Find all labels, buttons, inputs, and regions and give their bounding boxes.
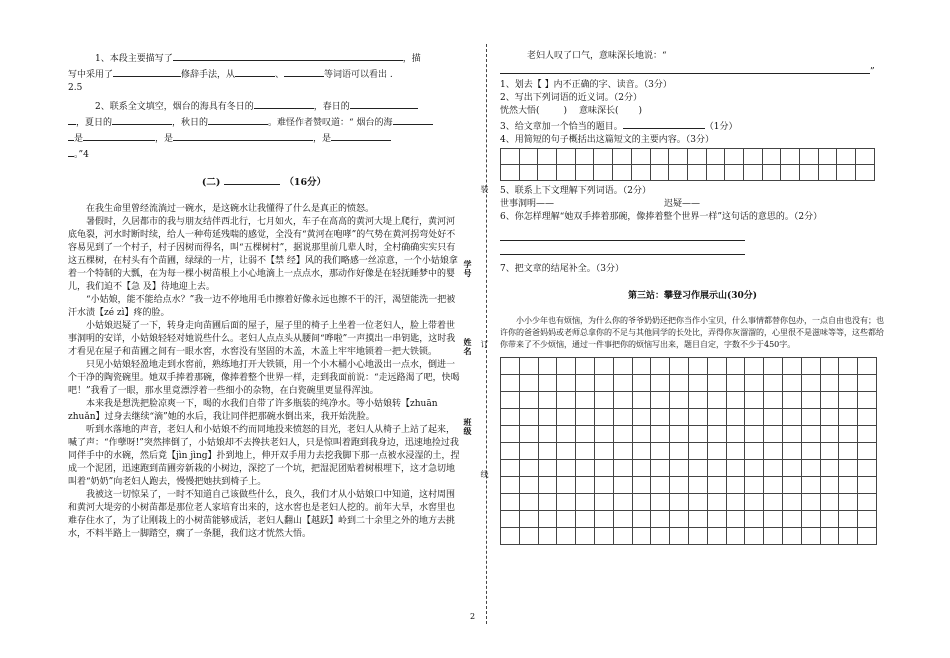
essay-grid-cell[interactable]: [576, 358, 595, 375]
essay-grid-cell[interactable]: [651, 375, 670, 392]
essay-grid-cell[interactable]: [820, 375, 839, 392]
title-blank[interactable]: [224, 174, 280, 185]
section-3-heading: 第三站：攀登习作展示山(30分): [627, 291, 758, 301]
essay-grid-cell[interactable]: [501, 392, 520, 409]
essay-grid-cell[interactable]: [801, 443, 820, 460]
essay-grid-cell[interactable]: [745, 443, 764, 460]
answer-blank[interactable]: [173, 130, 313, 141]
essay-grid-cell[interactable]: [557, 460, 576, 477]
essay-grid-cell[interactable]: [745, 409, 764, 426]
essay-grid-cell[interactable]: [632, 426, 651, 443]
question-r1: 1、划去【 】内不正确的字、读音。（3分）: [500, 80, 672, 90]
binding-mark: 装: [480, 185, 489, 194]
essay-grid-cell[interactable]: [688, 358, 707, 375]
essay-grid-cell[interactable]: [839, 494, 858, 511]
essay-grid-cell[interactable]: [576, 511, 595, 528]
essay-grid-cell[interactable]: [501, 511, 520, 528]
essay-grid-cell[interactable]: [707, 494, 726, 511]
essay-grid-cell[interactable]: [613, 460, 632, 477]
essay-grid-cell[interactable]: [726, 375, 745, 392]
essay-grid-cell[interactable]: [594, 392, 613, 409]
essay-grid-cell[interactable]: [745, 375, 764, 392]
essay-grid-cell[interactable]: [820, 443, 839, 460]
question-r7: 7、把文章的结尾补全。（3分）: [500, 264, 624, 274]
section-2-heading: (二) （16分）: [68, 174, 460, 189]
quote-line-end: ”: [500, 63, 885, 79]
question-r6: 6、你怎样理解“她双手捧着那碗，像捧着整个世界一样”这句话的意思的。（2分）: [500, 212, 823, 222]
essay-grid-cell[interactable]: [858, 477, 877, 494]
essay-grid-cell[interactable]: [557, 426, 576, 443]
essay-grid-cell[interactable]: [745, 494, 764, 511]
essay-grid-cell[interactable]: [651, 392, 670, 409]
essay-grid-cell[interactable]: [670, 358, 689, 375]
essay-grid-cell[interactable]: [501, 494, 520, 511]
essay-grid-cell[interactable]: [858, 409, 877, 426]
essay-grid-cell[interactable]: [519, 494, 538, 511]
essay-grid-row: [501, 528, 877, 545]
summary-grid: [500, 148, 875, 181]
essay-grid-cell[interactable]: [764, 392, 783, 409]
essay-grid-cell[interactable]: [538, 392, 557, 409]
essay-grid-cell[interactable]: [764, 511, 783, 528]
answer-blank[interactable]: [254, 98, 314, 109]
essay-grid-cell[interactable]: [519, 409, 538, 426]
essay-grid-cell[interactable]: [764, 409, 783, 426]
answer-blank[interactable]: [68, 114, 76, 125]
answer-blank[interactable]: [500, 63, 870, 74]
essay-grid-cell[interactable]: [557, 409, 576, 426]
student-name-label: 姓名: [463, 338, 472, 356]
essay-grid-cell[interactable]: [519, 460, 538, 477]
title-blank[interactable]: [623, 118, 705, 129]
essay-grid-cell[interactable]: [745, 528, 764, 545]
binding-mark: 订: [480, 340, 489, 349]
exam-number-label: 学号: [463, 260, 472, 278]
essay-grid-cell[interactable]: [839, 443, 858, 460]
essay-grid-cell[interactable]: [726, 528, 745, 545]
essay-grid-cell[interactable]: [688, 511, 707, 528]
answer-blank[interactable]: [208, 114, 268, 125]
essay-grid-cell[interactable]: [820, 528, 839, 545]
question-2-cont2: 是 ，是 ，是: [68, 130, 460, 146]
essay-grid-cell[interactable]: [801, 511, 820, 528]
essay-grid-cell[interactable]: [576, 392, 595, 409]
essay-grid-cell[interactable]: [801, 409, 820, 426]
essay-grid-row: [501, 409, 877, 426]
essay-grid-cell[interactable]: [594, 426, 613, 443]
essay-grid-cell[interactable]: [820, 426, 839, 443]
essay-grid-cell[interactable]: [613, 443, 632, 460]
essay-grid-cell[interactable]: [538, 358, 557, 375]
essay-grid-cell[interactable]: [594, 409, 613, 426]
essay-grid-cell[interactable]: [538, 460, 557, 477]
essay-grid-cell[interactable]: [519, 511, 538, 528]
essay-grid-cell[interactable]: [613, 511, 632, 528]
question-1-score: 2.5: [68, 83, 83, 93]
essay-grid-cell[interactable]: [839, 392, 858, 409]
essay-grid-cell[interactable]: [745, 426, 764, 443]
essay-grid-cell[interactable]: [820, 477, 839, 494]
essay-grid-cell[interactable]: [594, 528, 613, 545]
essay-grid-cell[interactable]: [858, 392, 877, 409]
essay-grid-cell[interactable]: [820, 392, 839, 409]
essay-grid-cell[interactable]: [726, 443, 745, 460]
essay-grid-cell[interactable]: [557, 511, 576, 528]
class-label: 班级: [463, 418, 472, 436]
essay-grid-cell[interactable]: [651, 426, 670, 443]
essay-grid-cell[interactable]: [726, 358, 745, 375]
essay-grid-cell[interactable]: [557, 494, 576, 511]
passage-paragraph: 本来我是想洗把脸凉爽一下，喝的水我们自带了许多瓶装的纯净水。等小姑娘转【zhuān zhuǎn】过身去继续“滴”她的水后，我让同伴把那碗水倒出来，我开始洗脸。: [68, 399, 438, 422]
essay-grid-cell[interactable]: [839, 511, 858, 528]
essay-grid-row: [501, 375, 877, 392]
essay-grid-row: [501, 460, 877, 477]
essay-grid-cell[interactable]: [858, 460, 877, 477]
essay-grid-cell[interactable]: [594, 460, 613, 477]
passage-paragraph: 听到水落地的声音，老妇人和小姑娘不约而同地投来愤怒的目光，老妇人从椅子上站了起来，喊了声：“作孽呀!”突然摔倒了，小姑娘却不去搀扶老妇人，只是惊叫着跑到我身边，迅速地捡过我同伴手中的水碗，然后竟【jìn jìng】扑到地上，伸开双手用力去挖我脚下那一点被水浸湿的土，捏成一个泥团，迅速跑到苗圃旁新栽的小树边，深挖了一个坑，把湿泥团贴着树根埋下，这才急切地叫着“奶奶”向老妇人跑去，慢慢把她扶到椅子上。: [68, 425, 460, 487]
essay-grid-cell[interactable]: [726, 494, 745, 511]
essay-grid-cell[interactable]: [519, 358, 538, 375]
essay-grid-cell[interactable]: [519, 443, 538, 460]
essay-grid-cell[interactable]: [501, 358, 520, 375]
essay-grid-cell[interactable]: [557, 375, 576, 392]
essay-grid-cell[interactable]: [839, 477, 858, 494]
essay-grid-cell[interactable]: [576, 477, 595, 494]
passage-paragraph: 在我生命里曾经流淌过一碗水，是这碗水让我懂得了什么是真正的愤怒。: [86, 204, 375, 214]
essay-grid-cell[interactable]: [501, 443, 520, 460]
essay-grid-cell[interactable]: [613, 358, 632, 375]
essay-grid-cell[interactable]: [501, 375, 520, 392]
essay-grid-cell[interactable]: [670, 426, 689, 443]
essay-grid-cell[interactable]: [801, 426, 820, 443]
essay-grid-cell[interactable]: [688, 392, 707, 409]
essay-grid-cell[interactable]: [632, 392, 651, 409]
essay-grid-row: [501, 392, 877, 409]
essay-grid-cell[interactable]: [745, 477, 764, 494]
essay-grid-cell[interactable]: [707, 392, 726, 409]
essay-grid-cell[interactable]: [501, 426, 520, 443]
essay-grid-cell[interactable]: [632, 511, 651, 528]
essay-grid-cell[interactable]: [538, 477, 557, 494]
essay-grid-cell[interactable]: [594, 358, 613, 375]
essay-grid-cell[interactable]: [858, 511, 877, 528]
essay-grid-cell[interactable]: [782, 375, 801, 392]
question-r5: 5、联系上下文理解下列词语。（2分）: [500, 186, 651, 196]
essay-grid-cell[interactable]: [782, 460, 801, 477]
essay-grid-cell[interactable]: [538, 375, 557, 392]
essay-grid-cell[interactable]: [519, 375, 538, 392]
essay-grid-cell[interactable]: [858, 443, 877, 460]
essay-grid-cell[interactable]: [707, 426, 726, 443]
essay-grid-cell[interactable]: [782, 528, 801, 545]
essay-grid-cell[interactable]: [557, 443, 576, 460]
answer-blank[interactable]: [112, 114, 172, 125]
essay-grid-row: [501, 358, 877, 375]
essay-grid-cell[interactable]: [632, 409, 651, 426]
question-2-cont: ，夏日的 ，秋日的 。难怪作者赞叹道：“ 烟台的海: [68, 114, 460, 130]
essay-grid-cell[interactable]: [538, 494, 557, 511]
essay-grid-cell[interactable]: [820, 494, 839, 511]
essay-grid-cell[interactable]: [538, 528, 557, 545]
essay-grid-cell[interactable]: [782, 358, 801, 375]
essay-grid-cell[interactable]: [538, 409, 557, 426]
question-r3: 3、给文章加一个恰当的题目。 （1分）: [500, 118, 885, 134]
essay-grid-cell[interactable]: [594, 511, 613, 528]
essay-grid-row: [501, 511, 877, 528]
essay-grid-cell[interactable]: [632, 375, 651, 392]
essay-grid-cell[interactable]: [651, 409, 670, 426]
essay-grid-cell[interactable]: [651, 460, 670, 477]
essay-grid-cell[interactable]: [839, 375, 858, 392]
essay-grid-cell[interactable]: [726, 409, 745, 426]
essay-grid-cell[interactable]: [538, 426, 557, 443]
essay-grid-cell[interactable]: [688, 460, 707, 477]
essay-grid-cell[interactable]: [726, 477, 745, 494]
answer-blank[interactable]: [173, 50, 403, 61]
essay-grid-cell[interactable]: [820, 511, 839, 528]
question-r5-items: 世事洞明—— 迟疑——: [500, 199, 701, 209]
essay-grid-cell[interactable]: [576, 528, 595, 545]
essay-grid-cell[interactable]: [576, 409, 595, 426]
question-r2-items: 恍然大悟( ) 意味深长( ): [500, 106, 643, 116]
passage-paragraph: 暑假时，久居都市的我与朋友结伴西北行，七月如火，车子在高高的黄河大堤上爬行，黄河河底龟裂，河水时断时续，给人一种苟延残喘的感觉，全没有“黄河在咆哮”的气势在黄河拐弯处好不容易见到了一个村子，村子因树而得名，叫“五棵树村”，据说那里前几辈人时，全村确确实实只有这五棵树，在村头有个苗圃，绿绿的一片，让弱不【禁 经】风的我们略感一丝凉意，一个小姑娘拿着一个特制的大瓢，在为每一棵小树苗根上小心地滴上一点点水，那动作好像是在轻抚睡梦中的婴儿，我们迫不【急 及】待地迎上去。: [68, 217, 458, 292]
essay-grid-cell[interactable]: [858, 426, 877, 443]
essay-grid-cell[interactable]: [707, 460, 726, 477]
answer-blank[interactable]: [331, 130, 391, 141]
essay-grid-cell[interactable]: [651, 511, 670, 528]
essay-grid-cell[interactable]: [858, 358, 877, 375]
essay-grid-cell[interactable]: [688, 494, 707, 511]
essay-grid-cell[interactable]: [688, 426, 707, 443]
essay-grid-cell[interactable]: [519, 426, 538, 443]
essay-grid-cell[interactable]: [501, 477, 520, 494]
essay-grid-row: [501, 494, 877, 511]
essay-grid-cell[interactable]: [576, 375, 595, 392]
essay-grid-cell[interactable]: [613, 426, 632, 443]
essay-grid-cell[interactable]: [745, 358, 764, 375]
essay-grid-cell[interactable]: [538, 443, 557, 460]
answer-blank[interactable]: [113, 66, 181, 77]
essay-grid-cell[interactable]: [613, 494, 632, 511]
essay-grid-cell[interactable]: [632, 494, 651, 511]
essay-grid-cell[interactable]: [764, 528, 783, 545]
question-r4: 4、用简短的句子概括出这篇短文的主要内容。（3分）: [500, 135, 714, 145]
essay-grid-cell[interactable]: [670, 511, 689, 528]
essay-grid-cell[interactable]: [519, 528, 538, 545]
question-2: 2、联系全文填空，烟台的海具有冬日的 ，春日的: [68, 98, 460, 114]
essay-grid-cell[interactable]: [632, 443, 651, 460]
essay-grid-cell[interactable]: [801, 358, 820, 375]
essay-grid-cell[interactable]: [557, 358, 576, 375]
essay-grid-cell[interactable]: [801, 375, 820, 392]
essay-grid-cell[interactable]: [782, 477, 801, 494]
passage-paragraph: 只见小姑娘轻盈地走到水窖前，熟练地打开大铁锁，用一个小木桶小心地汲出一点水，倒进一个干净的陶瓷碗里。她双手捧着那碗，像捧着整个世界一样，走到我面前说：“走远路渴了吧，快喝吧！”我看了一眼，那水里竟漂浮着一些细小的杂物，在白瓷碗里更显得浑浊。: [68, 360, 460, 396]
essay-grid-cell[interactable]: [764, 460, 783, 477]
essay-grid-cell[interactable]: [858, 494, 877, 511]
essay-grid-cell[interactable]: [594, 443, 613, 460]
essay-grid-cell[interactable]: [632, 528, 651, 545]
essay-grid-cell[interactable]: [651, 477, 670, 494]
essay-grid-cell[interactable]: [820, 358, 839, 375]
essay-grid-cell[interactable]: [707, 528, 726, 545]
essay-grid-cell[interactable]: [576, 443, 595, 460]
essay-grid-cell[interactable]: [670, 460, 689, 477]
essay-grid-cell[interactable]: [707, 511, 726, 528]
essay-grid-cell[interactable]: [670, 528, 689, 545]
essay-grid-cell[interactable]: [688, 443, 707, 460]
essay-grid-cell[interactable]: [820, 409, 839, 426]
essay-grid-cell[interactable]: [745, 392, 764, 409]
essay-grid-cell[interactable]: [782, 426, 801, 443]
essay-grid-cell[interactable]: [782, 511, 801, 528]
essay-grid-cell[interactable]: [764, 375, 783, 392]
essay-grid-row: [501, 443, 877, 460]
answer-blank[interactable]: [83, 130, 155, 141]
answer-blank[interactable]: [235, 66, 275, 77]
essay-grid-cell[interactable]: [726, 511, 745, 528]
answer-blank[interactable]: [284, 66, 324, 77]
answer-line[interactable]: [500, 244, 745, 255]
right-column: [500, 50, 885, 545]
essay-grid-cell[interactable]: [670, 375, 689, 392]
essay-grid-cell[interactable]: [764, 494, 783, 511]
essay-grid-cell[interactable]: [745, 460, 764, 477]
essay-grid-cell[interactable]: [519, 477, 538, 494]
essay-grid-cell[interactable]: [519, 392, 538, 409]
question-1: 1、本段主要描写了 ，描: [68, 50, 460, 66]
essay-grid-cell[interactable]: [576, 494, 595, 511]
reading-passage: [68, 203, 460, 541]
essay-grid-cell[interactable]: [688, 477, 707, 494]
answer-blank[interactable]: [350, 98, 418, 109]
essay-grid-cell[interactable]: [594, 375, 613, 392]
essay-grid-cell[interactable]: [613, 375, 632, 392]
passage-paragraph: “小姑娘，能不能给点水？”我一边不停地用毛巾擦着好像永远也擦不干的汗，渴望能洗一把被汗水渍【zé zì】疼的脸。: [68, 295, 456, 318]
essay-grid-cell[interactable]: [501, 460, 520, 477]
essay-grid-row: [501, 426, 877, 443]
essay-grid-row: [501, 477, 877, 494]
essay-grid-cell[interactable]: [670, 392, 689, 409]
essay-grid-cell[interactable]: [726, 392, 745, 409]
essay-grid-cell[interactable]: [801, 494, 820, 511]
essay-grid-cell[interactable]: [707, 358, 726, 375]
essay-grid-cell[interactable]: [632, 358, 651, 375]
essay-grid-cell[interactable]: [839, 426, 858, 443]
essay-grid-cell[interactable]: [632, 460, 651, 477]
essay-grid-cell[interactable]: [501, 528, 520, 545]
essay-grid-cell[interactable]: [782, 494, 801, 511]
page-number: 2: [470, 612, 476, 621]
essay-grid-cell[interactable]: [764, 443, 783, 460]
quote-line: 老妇人叹了口气，意味深长地说：“: [527, 51, 667, 61]
essay-grid-cell[interactable]: [782, 392, 801, 409]
essay-grid-cell[interactable]: [613, 392, 632, 409]
essay-grid-cell[interactable]: [801, 528, 820, 545]
essay-grid-cell[interactable]: [613, 477, 632, 494]
essay-grid-cell[interactable]: [613, 528, 632, 545]
essay-grid-cell[interactable]: [745, 511, 764, 528]
answer-line[interactable]: [500, 230, 745, 241]
essay-grid-cell[interactable]: [707, 443, 726, 460]
passage-paragraph: 小姑娘迟疑了一下，转身走向苗圃后面的屋子，屋子里的椅子上坐着一位老妇人，脸上带着世事洞明的安详，小姑娘轻轻对她说些什么。老妇人点点头从腰间“哗啦”一声摸出一串钥匙，这时我才看见在屋子和苗圃之间有一眼水窖，水窖没有坚固的木盖，木盖上牢牢地锁着一把大铁锁。: [68, 321, 456, 357]
passage-paragraph: 我被这一切惊呆了，一时不知道自己该做些什么，良久，我们才从小姑娘口中知道，这村周围和黄河大堤旁的小树苗都是那位老人家培育出来的，这水窖也是老妇人挖的。前年大旱，水窖里也难存住水了，为了让刚栽上的小树苗能够成活，老妇人翻山【越跃】岭到二十余里之外的地方去挑水，不料半路上一脚踏空，瘸了一条腿，我们这才恍然大悟。: [68, 490, 456, 539]
essay-grid-cell[interactable]: [594, 494, 613, 511]
essay-grid-cell[interactable]: [839, 358, 858, 375]
essay-grid-cell[interactable]: [670, 409, 689, 426]
essay-grid-cell[interactable]: [557, 528, 576, 545]
question-r2: 2、写出下列词语的近义词。（2分）: [500, 93, 642, 103]
binding-mark: 线: [480, 470, 489, 479]
essay-grid-cell[interactable]: [764, 477, 783, 494]
essay-grid-cell[interactable]: [782, 409, 801, 426]
essay-grid-cell[interactable]: [839, 460, 858, 477]
essay-grid-cell[interactable]: [858, 375, 877, 392]
essay-grid-cell[interactable]: [557, 477, 576, 494]
essay-grid-cell[interactable]: [651, 443, 670, 460]
essay-grid-cell[interactable]: [726, 426, 745, 443]
essay-grid-cell[interactable]: [688, 528, 707, 545]
essay-grid-cell[interactable]: [801, 477, 820, 494]
question-2-end: 。”4: [68, 146, 460, 162]
essay-grid-cell[interactable]: [670, 443, 689, 460]
essay-grid-cell[interactable]: [839, 528, 858, 545]
essay-grid-cell[interactable]: [707, 477, 726, 494]
essay-grid-cell[interactable]: [613, 409, 632, 426]
essay-grid-cell[interactable]: [501, 409, 520, 426]
essay-grid-cell[interactable]: [651, 528, 670, 545]
essay-grid-cell[interactable]: [707, 409, 726, 426]
essay-grid-cell[interactable]: [801, 392, 820, 409]
essay-grid-cell[interactable]: [782, 443, 801, 460]
essay-grid-cell[interactable]: [839, 409, 858, 426]
binding-line: [486, 44, 487, 624]
essay-grid-cell[interactable]: [726, 460, 745, 477]
essay-grid-cell[interactable]: [820, 460, 839, 477]
essay-grid-cell[interactable]: [688, 409, 707, 426]
essay-grid-cell[interactable]: [651, 358, 670, 375]
essay-grid-cell[interactable]: [538, 511, 557, 528]
essay-grid-cell[interactable]: [764, 426, 783, 443]
essay-grid-cell[interactable]: [801, 460, 820, 477]
essay-grid-cell[interactable]: [557, 392, 576, 409]
essay-grid-cell[interactable]: [707, 375, 726, 392]
question-1-cont: 写中采用了 修辞手法，从 、 等词语可以看出 .: [68, 66, 460, 82]
essay-prompt: 小小少年也有烦恼，为什么你的爷爷奶奶还把你当作小宝贝，什么事情都替你包办，一点自由也没有；也许你的爸爸妈妈或老师总拿你的不足与其他同学的长处比，弄得你灰溜溜的，心里很不是滋味等等，这些都给你带来了不少烦恼，通过一件事把你的烦恼写出来，题目自定，字数不少于450字。: [500, 316, 884, 349]
essay-grid-cell[interactable]: [632, 477, 651, 494]
essay-grid-cell[interactable]: [670, 477, 689, 494]
essay-grid-cell[interactable]: [764, 358, 783, 375]
essay-grid-cell[interactable]: [858, 528, 877, 545]
essay-grid-cell[interactable]: [576, 426, 595, 443]
essay-grid-cell[interactable]: [576, 460, 595, 477]
essay-grid: [500, 357, 877, 545]
essay-grid-cell[interactable]: [651, 494, 670, 511]
answer-blank[interactable]: [393, 114, 433, 125]
essay-grid-cell[interactable]: [594, 477, 613, 494]
essay-grid-cell[interactable]: [688, 375, 707, 392]
left-column: [68, 50, 460, 541]
essay-grid-cell[interactable]: [670, 494, 689, 511]
